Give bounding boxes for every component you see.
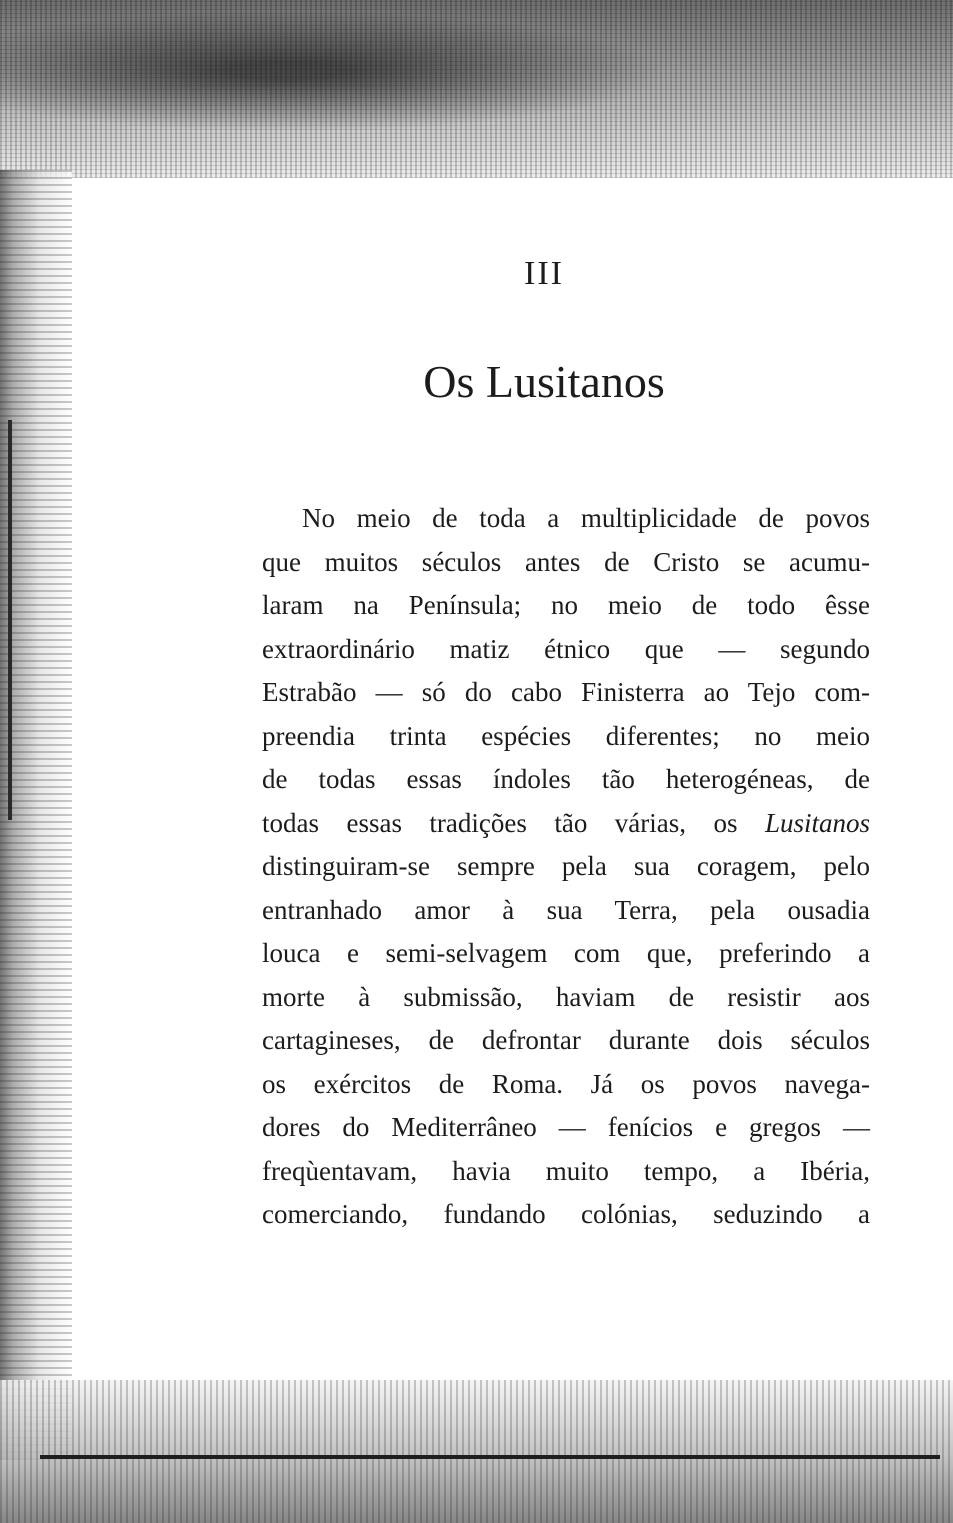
scan-border-top (0, 0, 953, 178)
text-line: No meio de toda a multiplicidade de povos (302, 503, 870, 533)
scan-border-bottom (0, 1380, 953, 1523)
text-line: freqùentavam, havia muito tempo, a Ibéria, (262, 1155, 870, 1186)
text-line: Estrabão — só do cabo Finisterra ao Tejo com- (262, 677, 870, 707)
text-line: preendia trinta espécies diferentes; no meio (262, 720, 870, 751)
scan-page-edge (8, 420, 12, 820)
text-line: distinguiram-se sempre pela sua coragem, pelo (262, 851, 870, 881)
text-line: os exércitos de Roma. Já os povos navega- (262, 1068, 870, 1099)
scan-bottom-edge (40, 1455, 940, 1459)
text-line: cartagineses, de defrontar durante dois séculos (262, 1025, 870, 1055)
text-line-segment: todas essas tradições tão várias, os (262, 807, 765, 838)
text-line: morte à submissão, haviam de resistir aos (262, 981, 870, 1012)
chapter-title: Os Lusitanos (423, 356, 665, 407)
text-line: dores do Mediterrâneo — fenícios e gregos — (262, 1112, 870, 1142)
italic-term: Lusitanos (764, 807, 870, 838)
chapter-number: III (524, 255, 564, 292)
text-line: laram na Península; no meio de todo êsse (262, 590, 870, 620)
text-line: louca e semi-selvagem com que, preferindo a (262, 938, 870, 968)
text-line-with-italic (262, 802, 870, 846)
text-line: que muitos séculos antes de Cristo se acumu- (262, 546, 870, 577)
text-line: extraordinário matiz étnico que — segundo (262, 633, 870, 664)
text-line: de todas essas índoles tão heterogéneas, de (262, 764, 870, 794)
text-line: entranhado amor à sua Terra, pela ousadia (262, 894, 870, 925)
body-paragraph (262, 497, 870, 1237)
text-line: comerciando, fundando colónias, seduzindo a (262, 1199, 870, 1229)
